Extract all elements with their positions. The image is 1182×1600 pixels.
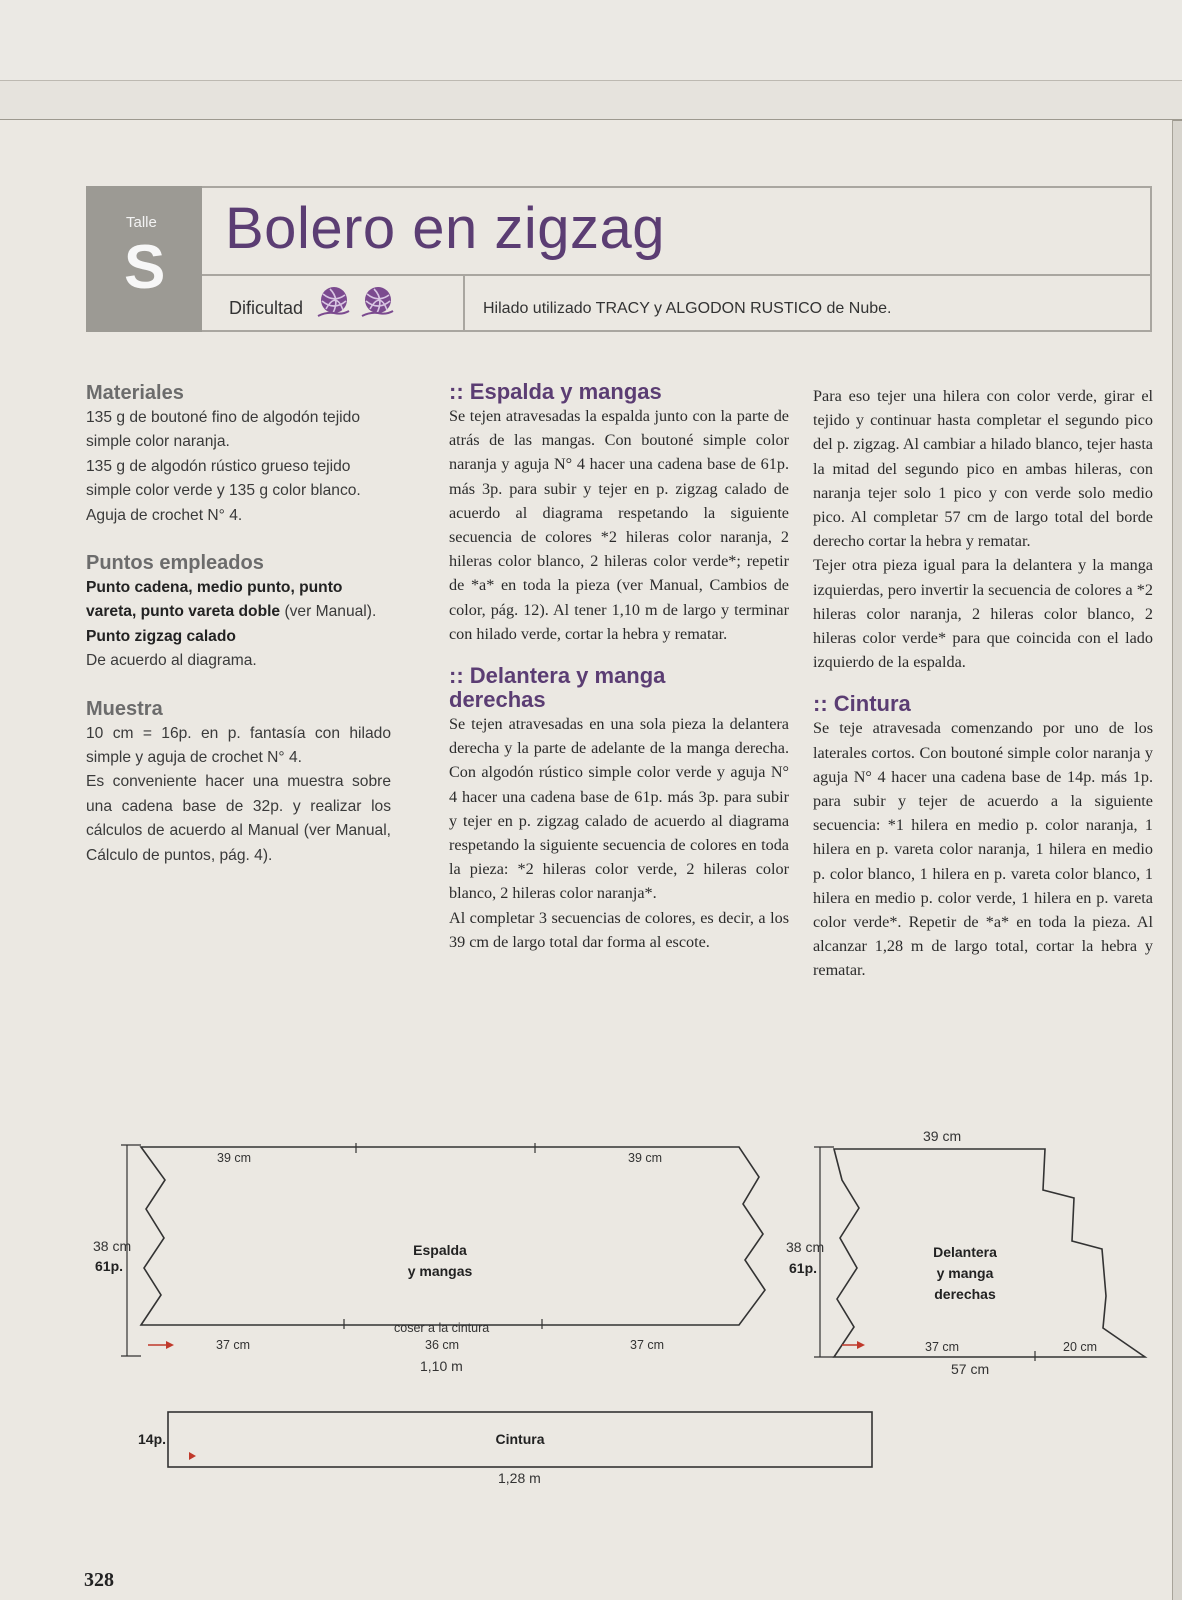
materials-line: simple color naranja.: [86, 433, 230, 451]
delantera-top-measure: 39 cm: [923, 1128, 962, 1144]
espalda-top-left-measure: 39 cm: [217, 1151, 252, 1165]
section-prefix: ::: [449, 663, 464, 689]
delantera-total-length: 57 cm: [951, 1361, 990, 1377]
sample-text: Es conveniente hacer una muestra sobre una cadena base de 32p. y realizar los cálculos de acuerdo al Manual (ver Manual, Cálculo de puntos, pág. 4).: [86, 773, 391, 864]
espalda-bottom-left-measure: 37 cm: [216, 1338, 251, 1352]
espalda-bottom-mid-measure: 36 cm: [425, 1338, 460, 1352]
delantera-height-cm: 38 cm: [786, 1239, 825, 1255]
materials-line: 135 g de algodón rústico grueso tejido: [86, 457, 351, 475]
section-title-text: Espalda y mangas: [469, 379, 662, 404]
espalda-piece-label: Espalda: [413, 1242, 467, 1258]
delantera-piece-label: y manga: [936, 1265, 994, 1281]
delantera-left-text: Tejer otra pieza igual para la delantera y la manga izquierdas, pero invertir la secuencia de colores a *2 hileras color naranja, 2 hileras color blanco, 2 hileras color verde* para que coincida con el lado izquierdo de la espalda.: [813, 556, 1153, 672]
cintura-text: Se teje atravesada comenzando por uno de los laterales cortos. Con boutoné simple color naranja y aguja N° 4 hacer una cadena base de 14p. más 1p. para subir y tejer de acuerdo a la siguiente secuencia: *1 hilera en medio p. color naranja, 1 hilera en p. vareta color naranja, 1 hilera en medio p. color blanco, 1 hilera en p. vareta color blanco, 1 hilera en medio p. color verde, 1 hilera en p. vareta color verde*. Repetir de *a* en toda la pieza. Al alcanzar 1,28 m de largo total, cortar la hebra y rematar.: [813, 719, 1153, 980]
page-number: 328: [84, 1569, 114, 1591]
yarn-used-text: Hilado utilizado TRACY y ALGODON RUSTICO de Nube.: [483, 300, 892, 317]
espalda-height-points: 61p.: [95, 1258, 124, 1274]
materials-heading: Materiales: [86, 382, 184, 404]
espalda-height-cm: 38 cm: [93, 1238, 132, 1254]
espalda-total-length: 1,10 m: [420, 1358, 463, 1374]
stitches-heading: Puntos empleados: [86, 552, 264, 575]
cintura-total-length: 1,28 m: [498, 1470, 541, 1486]
size-label: Talle: [126, 214, 157, 231]
section-prefix: ::: [813, 691, 828, 717]
direction-arrow-head: [857, 1341, 865, 1349]
espalda-piece-outline: [141, 1147, 765, 1325]
direction-arrow-head: [189, 1452, 196, 1460]
cintura-piece-label: Cintura: [495, 1431, 545, 1447]
delantera-continued-text: Para eso tejer una hilera con color verde, girar el tejido y continuar hasta completar el segundo pico del p. zigzag. Al cambiar a hilado blanco, tejer hasta la mitad del segundo pico en ambas hileras, con naranja tejer solo 1 pico y con verde solo medio pico. Al completar 57 cm de largo total del borde derecho cortar la hebra y rematar.: [813, 387, 1153, 551]
direction-arrow-head: [166, 1341, 174, 1349]
difficulty-label: Dificultad: [229, 298, 304, 318]
materials-line: simple color verde y 135 g color blanco.: [86, 482, 361, 500]
stitches-note: De acuerdo al diagrama.: [86, 652, 257, 670]
espalda-text: Se tejen atravesadas la espalda junto con la parte de atrás de las mangas. Con boutoné simple color naranja y aguja N° 4 hacer una cadena base de 61p. más 3p. para subir y tejer en p. zigzag calado de acuerdo al diagrama respetando la siguiente secuencia de colores *2 hileras color naranja, 2 hileras color blanco, 2 hileras color verde*; repetir de *a* en toda la pieza (ver Manual, Cambios de color, pág. 12). Al tener 1,10 m de largo y terminar con hilado verde, cortar la hebra y rematar.: [449, 407, 789, 643]
espalda-sew-note: coser a la cintura: [394, 1321, 490, 1335]
delantera-height-points: 61p.: [789, 1260, 818, 1276]
delantera-text: Al completar 3 secuencias de colores, es decir, a los 39 cm de largo total dar forma al escote.: [449, 908, 789, 951]
materials-line: Aguja de crochet N° 4.: [86, 506, 243, 524]
section-title-text: derechas: [449, 687, 546, 713]
delantera-piece-label: Delantera: [933, 1244, 997, 1260]
stitches-bold: Punto zigzag calado: [86, 627, 236, 645]
sample-heading: Muestra: [86, 697, 163, 720]
cintura-height-points: 14p.: [138, 1431, 167, 1447]
delantera-bottom-left-measure: 37 cm: [925, 1340, 960, 1354]
section-prefix: ::: [449, 379, 464, 404]
espalda-piece-label: y mangas: [407, 1263, 473, 1279]
stitches-bold: Punto cadena, medio punto, punto vareta, punto vareta doble: [86, 579, 343, 621]
delantera-piece-label: derechas: [934, 1286, 996, 1302]
sample-text: 10 cm = 16p. en p. fantasía con hilado simple y aguja de crochet N° 4.: [86, 724, 391, 767]
stitches-note: (ver Manual).: [280, 603, 377, 621]
section-title-text: Delantera y manga: [469, 663, 666, 689]
delantera-text: Se tejen atravesadas en una sola pieza la delantera derecha y la parte de adelante de la manga derecha. Con algodón rústico simple color verde y aguja N° 4 hacer una cadena base de 61p. más 3p. para subir y tejer en p. zigzag calado de acuerdo al diagrama respetando la siguiente secuencia de colores en toda la pieza: *2 hileras color verde, 2 hileras color blanco, 2 hileras color naranja*.: [449, 715, 789, 903]
espalda-top-right-measure: 39 cm: [628, 1151, 663, 1165]
section-title-text: Cintura: [833, 691, 911, 717]
delantera-bottom-right-measure: 20 cm: [1063, 1340, 1098, 1354]
page-title: Bolero en zigzag: [225, 196, 666, 261]
materials-line: 135 g de boutoné fino de algodón tejido: [86, 409, 360, 426]
size-value: S: [124, 233, 166, 302]
espalda-bottom-right-measure: 37 cm: [630, 1338, 665, 1352]
